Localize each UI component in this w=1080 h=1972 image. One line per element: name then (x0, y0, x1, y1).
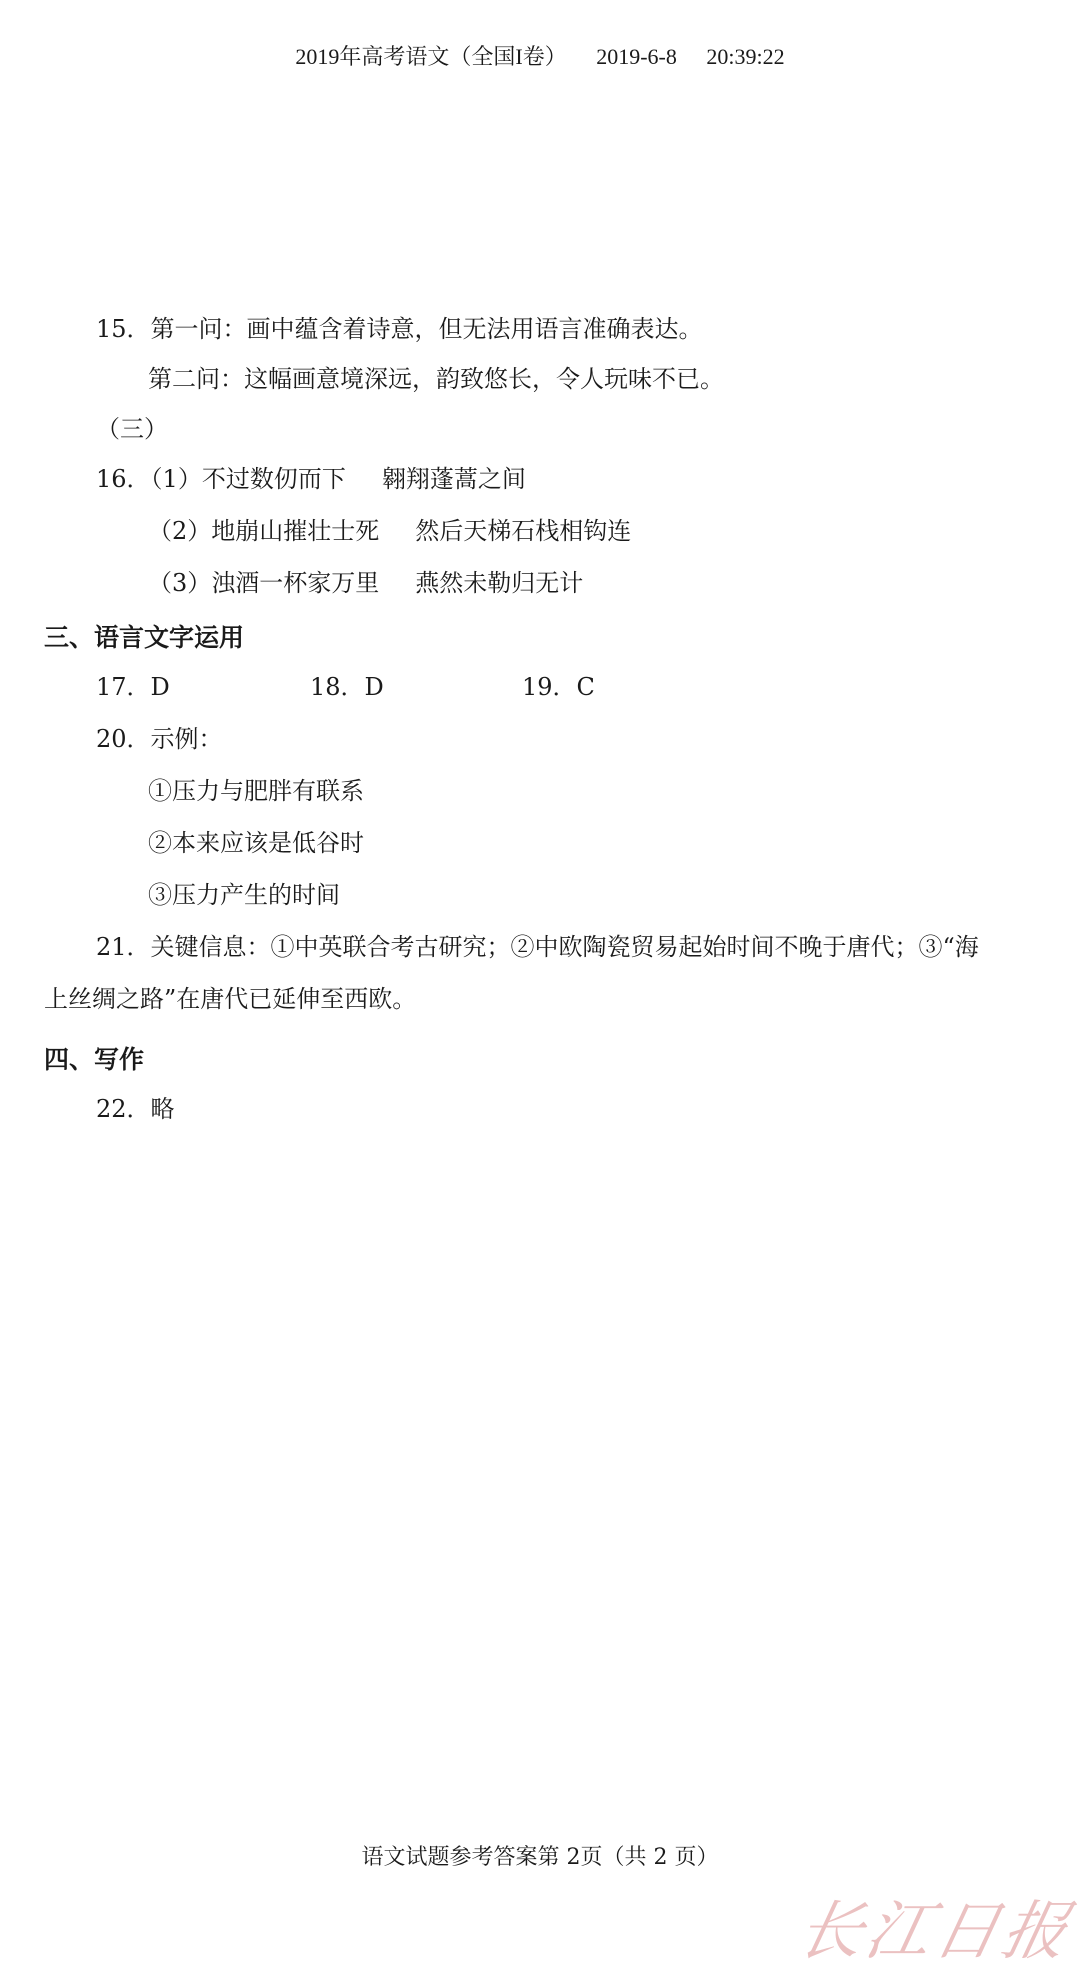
q16-item-idx: （2） (148, 517, 212, 545)
q22-answer: 22．略 (96, 1095, 175, 1123)
q16-row-2 (148, 514, 631, 548)
q21-line1: 21．关键信息：①中英联合考古研究；②中欧陶瓷贸易起始时间不晚于唐代；③“海 (96, 933, 979, 961)
q16-prefix: 16． (96, 465, 151, 493)
header-time: 20:39:22 (706, 44, 785, 69)
q20-item-3: ③压力产生的时间 (148, 881, 340, 909)
q16-item-a: 地崩山摧壮士死 (211, 517, 380, 545)
mcq-answer-17: 17．D (96, 673, 170, 701)
header-title: 2019年高考语文（全国I卷） (295, 44, 567, 69)
q16-item-b: 然后天梯石栈相钩连 (415, 517, 632, 545)
section-heading-3: 三、语言文字运用 (44, 623, 245, 652)
section-heading-4: 四、写作 (44, 1045, 145, 1074)
q16-item-b: 翱翔蓬蒿之间 (381, 465, 526, 493)
q20-title: 20．示例： (96, 725, 223, 753)
q16-item-idx: （1） (150, 465, 202, 493)
header-date: 2019-6-8 (596, 44, 677, 69)
q16-row-3 (148, 566, 583, 600)
mcq-answer-19: 19．C (522, 673, 595, 701)
q21-line2: 上丝绸之路”在唐代已延伸至西欧。 (44, 985, 417, 1013)
q20-item-1: ①压力与肥胖有联系 (148, 777, 364, 805)
q16-item-a: 浊酒一杯家万里 (211, 569, 380, 597)
q16-item-a: 不过数仞而下 (201, 465, 346, 493)
part3-label: （三） (96, 415, 168, 443)
q16-item-b: 燕然未勒归无计 (415, 569, 584, 597)
q20-item-2: ②本来应该是低谷时 (148, 829, 364, 857)
page-footer: 语文试题参考答案第 2页（共 2 页） (361, 1845, 719, 1870)
mcq-answer-18: 18．D (310, 673, 384, 701)
q16-item-idx: （3） (148, 569, 212, 597)
watermark-logo: 长江日报 (790, 1895, 1079, 1969)
page-header (0, 40, 1080, 71)
q15-line2: 第二问：这幅画意境深远，韵致悠长，令人玩味不已。 (148, 365, 724, 393)
q16-row-1 (96, 462, 526, 496)
q15-line1: 15．第一问：画中蕴含着诗意，但无法用语言准确表达。 (96, 315, 703, 343)
